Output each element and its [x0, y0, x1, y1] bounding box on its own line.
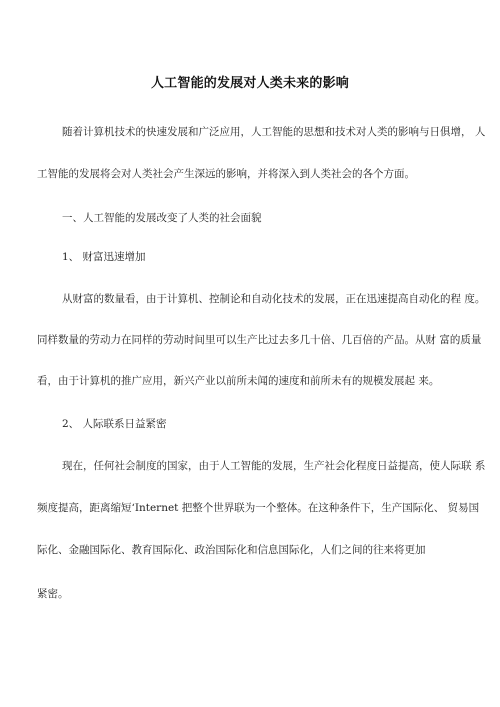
sub2-line-1: 现在，任何社会制度的国家，由于人工智能的发展，生产社会化程度日益提高，使人际联 系	[62, 460, 486, 472]
sub1-heading: 1、 财富迅速增加	[62, 251, 146, 263]
sub1-line-2: 同样数量的劳动力在同样的劳动时间里可以生产比过去多几十倍、几百倍的产品。从财 富的质量	[37, 334, 482, 346]
document-title: 人工智能的发展对人类未来的影响	[150, 76, 349, 91]
sub2-line-2: 频度提高，距离缩短‘Internet 把整个世界联为一个整体。在这种条件下，生产国际化、 贸易国	[37, 502, 480, 514]
sub2-line-4: 紧密。	[37, 588, 69, 600]
intro-line-2: 工智能的发展将会对人类社会产生深远的影响，并将深入到人类社会的各个方面。	[37, 168, 415, 180]
sub2-line-3: 际化、金融国际化、教育国际化、政治国际化和信息国际化，人们之间的往来将更加	[37, 544, 426, 556]
sub1-line-3: 看，由于计算机的推广应用，新兴产业以前所未闻的速度和前所未有的规模发展起 来。	[37, 375, 440, 387]
section1-heading: 一、人工智能的发展改变了人类的社会面貌	[62, 212, 262, 224]
intro-line-1: 随着计算机技术的快速发展和广泛应用，人工智能的思想和技术对人类的影响与日俱增， 人	[62, 126, 486, 138]
sub1-line-1: 从财富的数量看，由于计算机、控制论和自动化技术的发展，正在迅速提高自动化的程 度。	[62, 293, 486, 305]
sub2-heading: 2、 人际联系日益紧密	[62, 418, 167, 430]
